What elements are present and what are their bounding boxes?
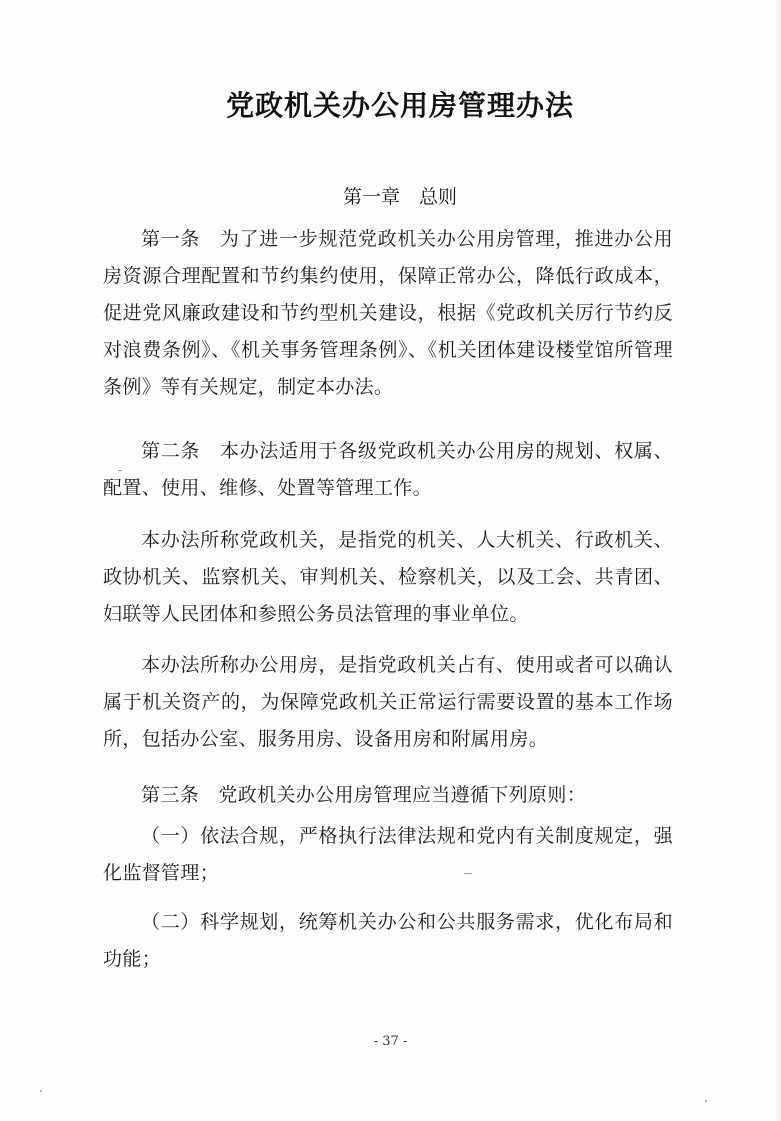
chapter-heading: 第一章 总则 <box>342 186 457 208</box>
article-2-paragraph: 第二条 本办法适用于各级党政机关办公用房的规划、权属、配置、使用、维修、处置等管理工作。 <box>103 440 673 499</box>
principle-1-paragraph: （一）依法合规，严格执行法律法规和党内有关制度规定，强化监督管理； <box>103 825 673 884</box>
article-1-paragraph: 第一条 为了进一步规范党政机关办公用房管理，推进办公用房资源合理配置和节约集约使用，保障正常办公，降低行政成本，促进党风廉政建设和节约型机关建设，根据《党政机关厉行节约反对浪费条例》、《机关事务管理条例》、《机关团体建设楼堂馆所管理条例》等有关规定，制定本办法。 <box>103 228 673 398</box>
scan-speck <box>705 1100 707 1102</box>
article-3-paragraph: 第三条 党政机关办公用房管理应当遵循下列原则： <box>141 784 587 806</box>
definition-organs-paragraph: 本办法所称党政机关，是指党的机关、人大机关、行政机关、政协机关、监察机关、审判机关、检察机关，以及工会、共青团、妇联等人民团体和参照公务员法管理的事业单位。 <box>103 529 673 625</box>
scan-speck <box>464 873 472 874</box>
document-title: 党政机关办公用房管理办法 <box>225 89 574 122</box>
page-edge-shadow <box>775 0 781 1121</box>
scan-speck <box>118 470 122 471</box>
scan-speck <box>40 1090 42 1092</box>
page-number: - 37 - <box>373 1034 408 1049</box>
principle-2-paragraph: （二）科学规划，统筹机关办公和公共服务需求，优化布局和功能； <box>103 911 673 970</box>
definition-office-space-paragraph: 本办法所称办公用房，是指党政机关占有、使用或者可以确认属于机关资产的，为保障党政机关正常运行需要设置的基本工作场所，包括办公室、服务用房、设备用房和附属用房。 <box>103 654 673 750</box>
